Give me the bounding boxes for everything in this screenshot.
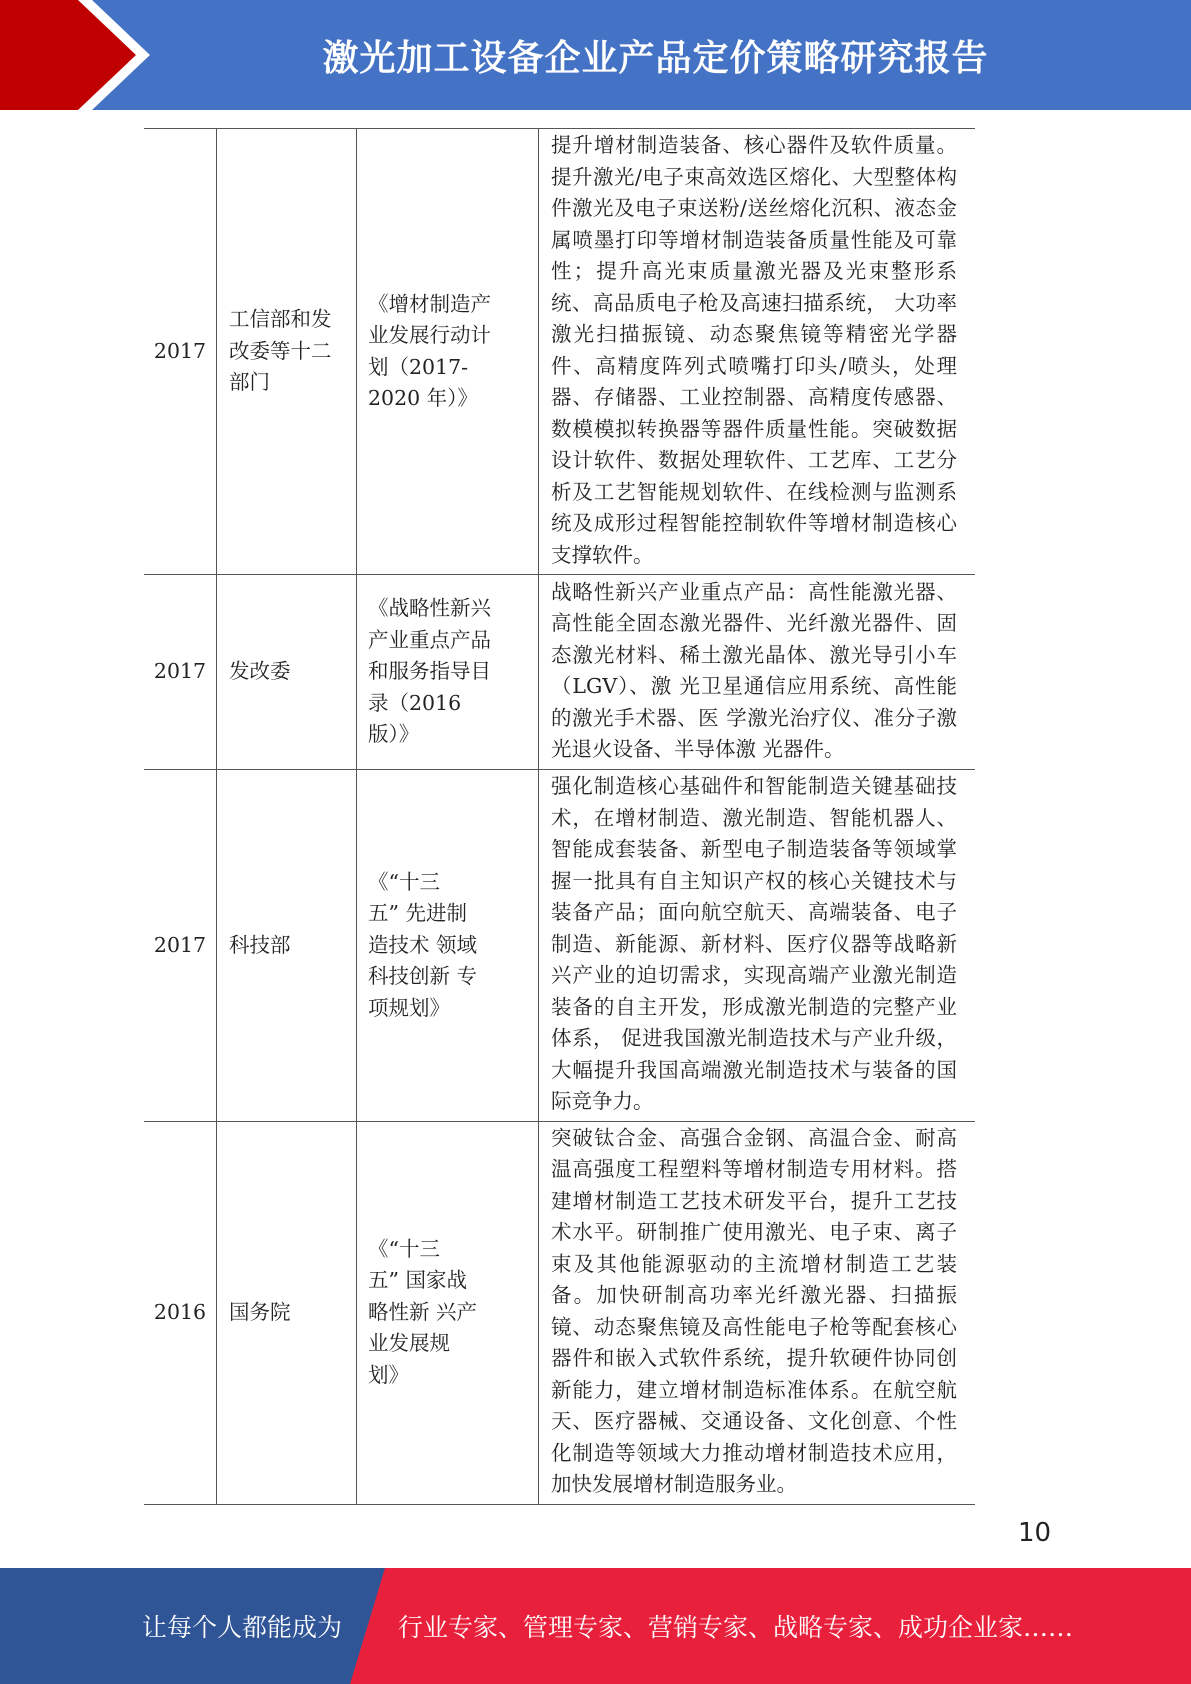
footer-slogan-right: 行业专家、管理专家、营销专家、战略专家、成功企业家…… bbox=[398, 1613, 1074, 1642]
page-number: 10 bbox=[1018, 1518, 1052, 1548]
header-banner bbox=[0, 0, 1191, 110]
year-cell: 2017 bbox=[144, 770, 217, 1122]
document-cell: 《战略性新兴 产业重点产品 和服务指导目 录（2016 版）》 bbox=[357, 575, 539, 770]
table-row bbox=[144, 1121, 975, 1504]
table-row bbox=[144, 129, 975, 575]
table-row bbox=[144, 770, 975, 1122]
policy-table bbox=[144, 128, 975, 1505]
department-cell: 科技部 bbox=[217, 770, 357, 1122]
content-cell: 突破钛合金、高强合金钢、高温合金、耐高温高强度工程塑料等增材制造专用材料。搭建增材制造工艺技术研发平台，提升工艺技术水平。研制推广使用激光、电子束、离子束及其他能源驱动的主流增材制造工艺装备。加快研制高功率光纤激光器、扫描振镜、动态聚焦镜及高性能电子枪等配套核心器件和嵌入式软件系统，提升软硬件协同创新能力，建立增材制造标准体系。在航空航天、医疗器械、交通设备、文化创意、个性化制造等领域大力推动增材制造技术应用，加快发展增材制造服务业。 bbox=[539, 1121, 976, 1504]
document-cell: 《增材制造产 业发展行动计 划（2017- 2020 年）》 bbox=[357, 129, 539, 575]
document-cell: 《“十三 五” 先进制 造技术 领域 科技创新 专 项规划》 bbox=[357, 770, 539, 1122]
table-row bbox=[144, 575, 975, 770]
footer-slogan-left: 让每个人都能成为 bbox=[142, 1613, 343, 1642]
footer-banner bbox=[0, 1568, 1191, 1684]
department-cell: 工信部和发 改委等十二 部门 bbox=[217, 129, 357, 575]
content-cell: 强化制造核心基础件和智能制造关键基础技术，在增材制造、激光制造、智能机器人、智能成套装备、新型电子制造装备等领域掌握一批具有自主知识产权的核心关键技术与装备产品；面向航空航天、高端装备、电子制造、新能源、新材料、医疗仪器等战略新兴产业的迫切需求，实现高端产业激光制造装备的自主开发，形成激光制造的完整产业体系， 促进我国激光制造技术与产业升级，大幅提升我国高端激光制造技术与装备的国际竞争力。 bbox=[539, 770, 976, 1122]
header-red-arrow bbox=[0, 0, 150, 110]
report-title: 激光加工设备企业产品定价策略研究报告 bbox=[322, 37, 989, 79]
department-cell: 发改委 bbox=[217, 575, 357, 770]
document-cell: 《“十三 五” 国家战 略性新 兴产 业发展规 划》 bbox=[357, 1121, 539, 1504]
content-cell: 战略性新兴产业重点产品：高性能激光器、高性能全固态激光器件、光纤激光器件、固态激光材料、稀土激光晶体、激光导引小车（LGV）、激 光卫星通信应用系统、高性能的激光手术器、医 学激光治疗仪、准分子激光退火设备、半导体激 光器件。 bbox=[539, 575, 976, 770]
department-cell: 国务院 bbox=[217, 1121, 357, 1504]
year-cell: 2016 bbox=[144, 1121, 217, 1504]
content-cell: 提升增材制造装备、核心器件及软件质量。提升激光/电子束高效选区熔化、大型整体构件激光及电子束送粉/送丝熔化沉积、液态金属喷墨打印等增材制造装备质量性能及可靠性；提升高光束质量激光器及光束整形系统、高品质电子枪及高速扫描系统， 大功率激光扫描振镜、动态聚焦镜等精密光学器件、高精度阵列式喷嘴打印头/喷头，处理器、存储器、工业控制器、高精度传感器、数模模拟转换器等器件质量性能。突破数据设计软件、数据处理软件、工艺库、工艺分析及工艺智能规划软件、在线检测与监测系统及成形过程智能控制软件等增材制造核心支撑软件。 bbox=[539, 129, 976, 575]
year-cell: 2017 bbox=[144, 129, 217, 575]
year-cell: 2017 bbox=[144, 575, 217, 770]
